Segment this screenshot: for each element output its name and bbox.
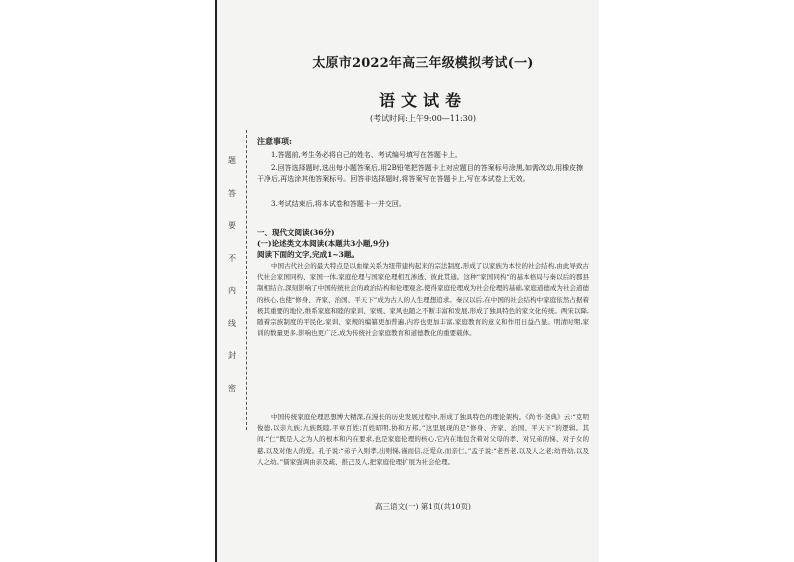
notes-heading: 注意事项: [257, 136, 292, 146]
subsection-heading: (一)论述类文本阅读(本题共3小题,9分) [257, 239, 390, 248]
note-item: 1.答题前,考生务必将自己的姓名、考试编号填写在答题卡上。 [271, 151, 462, 159]
paper-subject-title: 语文试卷 [378, 91, 467, 110]
binding-char: 密 [228, 383, 236, 393]
exam-title: 太原市2022年高三年级模拟考试(一) [312, 56, 534, 71]
section-heading: 一、现代文阅读(36分) [257, 228, 335, 237]
passage-paragraph: 中国传统家庭伦理思想博大精深,在漫长的历史发展过程中,形成了独具特色的理论架构。《尚书·尧典》云:“克明俊德,以亲九族;九族既睦,平章百姓;百姓昭明,协和万邦。”这里展现的是“修身、齐家、治国、平天下”的逻辑。其间,“仁”既是人之为人的根本和内在要求,也是家庭伦理的核心,它内在地包含着对父母的孝、对兄弟的悌、对子女的慈,以及对他人的爱。孔子说:“弟子入则孝,出则悌,谨而信,泛爱众,而亲仁。”孟子说:“老吾老,以及人之老;幼吾幼,以及人之幼。”儒家强调由亲及疏、推己及人,把家庭伦理扩展为社会伦理。 [257, 413, 589, 466]
note-item: 3.考试结束后,将本试卷和答题卡一并交回。 [271, 200, 406, 208]
binding-char: 线 [228, 318, 236, 328]
binding-char: 封 [228, 351, 236, 361]
page-footer: 高三语文(一) 第1页(共10页) [375, 502, 471, 511]
binding-char: 答 [228, 188, 236, 198]
exam-time: (考试时间:上午9:00—11:30) [370, 114, 476, 123]
binding-char: 要 [228, 221, 236, 231]
reading-instruction: 阅读下面的文字,完成1~3题。 [257, 250, 359, 259]
binding-char: 内 [228, 286, 236, 296]
binding-char: 题 [228, 156, 236, 165]
binding-char: 不 [228, 253, 236, 263]
note-item: 2.回答选择题时,选出每小题答案后,用2B铅笔把答题卡上对应题目的答案标号涂黑,如需改动,用橡皮擦干净后,再选涂其他答案标号。回答非选择题时,将答案写在答题卡上,写在本试卷上无效。 [257, 164, 584, 183]
binding-dashed-line [246, 130, 247, 430]
passage-paragraph: 中国古代社会的最大特点是以血缘关系为纽带建构起来的宗法制度,形成了以家族为本位的社会结构,由此导致古代社会家国同构、家国一体,家庭伦理与国家伦理相互渗透、彼此贯通。这种“家国同构”的基本格局与秦以后的郡县制相结合,深刻影响了中国传统社会的政治结构和伦理观念,使得家庭伦理成为社会伦理的基础,家庭道德成为社会道德的核心,也使“修身、齐家、治国、平天下”成为古人的人生理想追求。秦汉以后,在中国的社会结构中家庭依然占据着极其重要的地位,维系家庭和睦的家训、家规、家风也随之不断丰富和发展,形成了独具特色的家文化传统。两宋以降,随着宗族制度的平民化,家训、家规的编纂更加普遍,内容也更加丰富,家庭教育的意义和作用日益凸显。明清时期,家训的数量更多,影响也更广泛,成为传统社会家庭教育和道德教化的重要载体。 [257, 262, 589, 338]
binding-margin [225, 155, 239, 395]
